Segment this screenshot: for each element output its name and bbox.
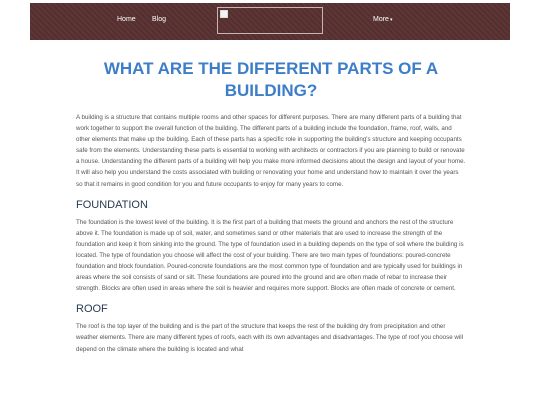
top-navigation-bar xyxy=(30,3,510,40)
nav-more-label: More xyxy=(373,16,389,23)
page-title: WHAT ARE THE DIFFERENT PARTS OF A BUILDING? xyxy=(103,59,439,100)
nav-more-dropdown[interactable] xyxy=(373,16,392,23)
site-logo[interactable] xyxy=(217,7,323,34)
section-body-foundation: The foundation is the lowest level of the building. It is the first part of a building that meets the ground and anchors the rest of the structure above it. The foundation is made up of soil, water, and sometimes sand or other materials that are used to increase the strength of the foundation and keep it from sinking into the ground. The type of foundation used in a building depends on the type of soil where the building is located. The type of foundation you choose will affect the cost of your building. There are two main types of foundations: poured-concrete foundation and block foundation. Poured-concrete foundations are the most common type of foundation and are typically used for buildings in areas where the soil consists of sand or silt. These foundations are poured into the ground and are often made of rebar to increase their strength. Blocks are often used in areas where the soil is heavier and requires more support. Blocks are often made of concrete or cement. xyxy=(76,218,464,293)
nav-link-blog[interactable]: Blog xyxy=(152,16,167,23)
article-content xyxy=(76,58,466,355)
chevron-down-icon: ▾ xyxy=(389,17,393,23)
section-heading-foundation: FOUNDATION xyxy=(76,198,148,211)
broken-image-icon xyxy=(220,10,228,18)
intro-paragraph: A building is a structure that contains multiple rooms and other spaces for different purposes. There are many different parts of a building that work together to support the overall function of the building. The different parts of a building include the foundation, frame, roof, walls, and other elements that make up the building. Each of these parts has a specific role in supporting the building's structure and keeping occupants safe from the elements. Understanding these parts is essential to working with architects or contractors if you are planning to build or renovate a house. Understanding the different parts of a building will help you make more informed decisions about the design and layout of your home. It will also help you understand the costs associated with building or renovating your home and understand how to maintain it over the years so that it remains in good condition for you and future occupants to enjoy for many years to come. xyxy=(76,114,466,188)
section-heading-roof: ROOF xyxy=(76,303,108,316)
nav-link-home[interactable]: Home xyxy=(117,16,136,23)
section-body-roof: The roof is the top layer of the building and is the part of the structure that keeps the rest of the building dry from precipitation and other weather elements. There are many different types of roofs, each with its own advantages and disadvantages. The type of roof you choose will depend on the climate where the building is located and what xyxy=(76,323,463,353)
